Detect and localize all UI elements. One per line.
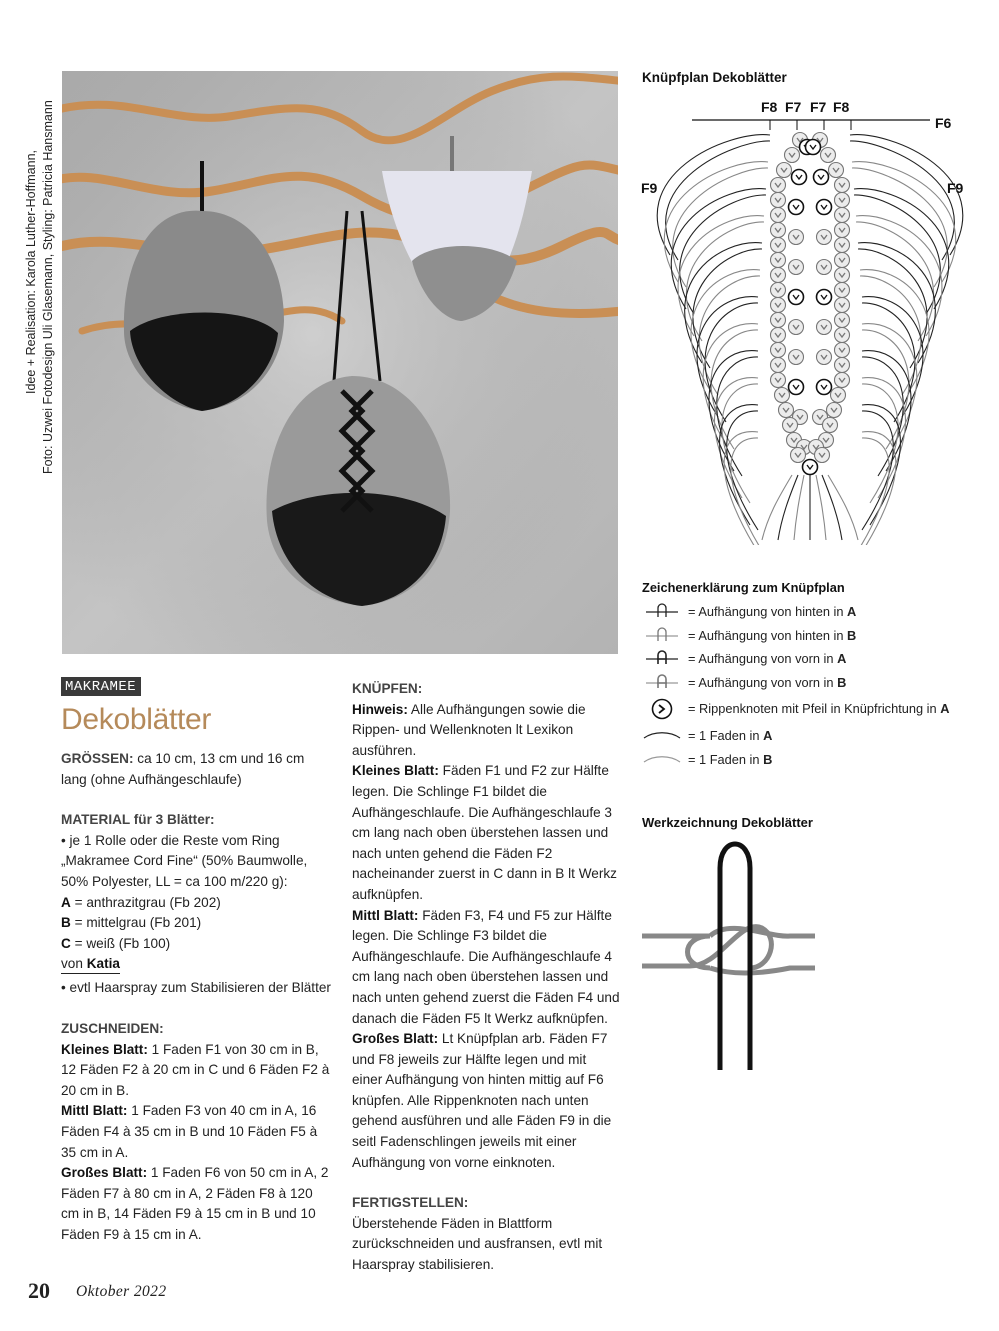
label-f9-right: F9 <box>947 180 964 196</box>
rib-knot <box>827 403 842 418</box>
legend-row-3: = Aufhängung von vorn in A <box>642 648 982 672</box>
color-c: C = weiß (Fb 100) <box>61 935 171 951</box>
rib-knot <box>831 388 846 403</box>
rib-knot <box>835 268 850 283</box>
label-f8-right: F8 <box>833 99 850 115</box>
label-f7-left: F7 <box>785 99 802 115</box>
rib-knot <box>777 163 792 178</box>
rib-knot <box>789 260 804 275</box>
legend-row-2: = Aufhängung von hinten in B <box>642 625 982 649</box>
rib-knot <box>835 373 850 388</box>
rib-knot <box>817 200 832 215</box>
rib-knot <box>775 388 790 403</box>
plan-thread <box>731 438 766 545</box>
rib-knot <box>771 223 786 238</box>
knuepfen-gross: Großes Blatt: Lt Knüpfplan arb. Fäden F7 und F8 jeweils zur Hälfte legen und mit einer Aufhängung von hinten mittig auf F6 knüpfen. Alle Rippenknoten nach unten gehend ausführen und alle Fäden F9 in die seitl Fadenschlingen jeweils mit einer Aufhängung von vorne einknoten. <box>352 1031 612 1170</box>
rib-knot <box>835 313 850 328</box>
label-f6: F6 <box>935 115 952 131</box>
rib-knot <box>835 358 850 373</box>
rib-knot <box>792 170 807 185</box>
fertig-text: Überstehende Fäden in Blattform zurückschneiden und ausfransen, evtl mit Haarspray stabilisieren. <box>352 1215 603 1273</box>
haarspray-line: • evtl Haarspray zum Stabilisieren der Blätter <box>61 980 331 996</box>
rib-knot <box>835 298 850 313</box>
rib-knot <box>817 290 832 305</box>
rib-knot <box>771 298 786 313</box>
page-number: 20 <box>28 1278 50 1303</box>
column-middle <box>352 679 620 1276</box>
material-line-2: „Makramee Cord Fine“ (50% Baumwolle, <box>61 853 308 869</box>
category-badge: MAKRAMEE <box>61 677 141 696</box>
plan-thread <box>862 378 905 498</box>
legend-row-5: = Rippenknoten mit Pfeil in Knüpfrichtung in A <box>642 695 982 725</box>
rib-knot <box>806 140 821 155</box>
rib-knot <box>814 170 829 185</box>
plan-thread <box>854 438 889 545</box>
legend <box>642 601 982 772</box>
rib-knot <box>771 253 786 268</box>
rib-knot <box>771 343 786 358</box>
groessen-label: GRÖSSEN: <box>61 751 134 766</box>
groessen-text: ca 10 cm, 13 cm und 16 cm lang (ohne Aufhängeschlaufe) <box>61 751 305 787</box>
zu-klein: Kleines Blatt: 1 Faden F1 von 30 cm in B, 12 Fäden F2 à 20 cm in C und 6 Fäden F2 à 20 cm in B. <box>61 1041 330 1098</box>
rib-knot <box>771 328 786 343</box>
rib-knot <box>817 380 832 395</box>
rib-knot <box>789 350 804 365</box>
plan-thread <box>720 405 758 525</box>
thread-b-icon <box>642 749 682 771</box>
label-f8-left: F8 <box>761 99 778 115</box>
zuschneiden-label: ZUSCHNEIDEN: <box>61 1020 164 1036</box>
plan-thread <box>816 475 826 540</box>
legend-title: Zeichenerklärung zum Knüpfplan <box>642 580 845 595</box>
brand-line: von Katia <box>61 954 120 974</box>
hang-back-b-icon <box>642 625 682 647</box>
rib-knot <box>791 448 806 463</box>
product-photo <box>62 71 618 654</box>
issue-date: Oktober 2022 <box>76 1283 167 1300</box>
fertig-label: FERTIGSTELLEN: <box>352 1195 469 1211</box>
legend-row-7: = 1 Faden in B <box>642 749 982 773</box>
credit-line-2: Foto: Uzwei Fotodesign Uli Glasemann, Styling: Patricia Hansmann <box>41 100 55 474</box>
label-f7-right: F7 <box>810 99 827 115</box>
rib-knot <box>835 178 850 193</box>
rib-knot <box>817 350 832 365</box>
material-line-3: 50% Polyester, LL = ca 100 m/220 g): <box>61 873 288 889</box>
rib-knot <box>835 223 850 238</box>
hang-front-b-icon <box>642 672 682 694</box>
rib-knot <box>771 313 786 328</box>
work-drawing-svg <box>640 838 820 1078</box>
rib-knot <box>835 238 850 253</box>
rib-knot <box>835 328 850 343</box>
plan-thread <box>854 189 949 309</box>
photo-illustration <box>62 71 618 654</box>
hang-front-a-icon <box>642 648 682 670</box>
rib-knot-icon <box>642 695 682 723</box>
rib-knot <box>835 193 850 208</box>
rib-knot <box>829 163 844 178</box>
zu-mittl: Mittl Blatt: 1 Faden F3 von 40 cm in A, 16 Fäden F4 à 35 cm in B und 10 Fäden F5 à 35 cm in A. <box>61 1103 318 1160</box>
knuepfen-label: KNÜPFEN: <box>352 681 423 696</box>
rib-knot <box>789 320 804 335</box>
rib-knot <box>817 230 832 245</box>
knuepfen-mittl: Mittl Blatt: Fäden F3, F4 und F5 zur Hälfte legen. Die Schlinge F3 bildet die Aufhängeschlaufe. Die Aufhängeschlaufe 4 cm lang nach oben überstehen lassen und nach unten gehend zuerst die Fäden F4 und danach die Fäden F5 lt Werkz aufknüpfen. <box>352 907 620 1026</box>
knot-plan-diagram <box>640 95 980 545</box>
thread-a-icon <box>642 725 682 747</box>
column-left <box>61 749 331 1245</box>
legend-row-4: = Aufhängung von vorn in B <box>642 672 982 696</box>
rib-knot <box>771 373 786 388</box>
rib-knot <box>835 208 850 223</box>
plan-thread <box>862 405 900 525</box>
rib-knot <box>817 320 832 335</box>
brand-name: Katia <box>86 956 120 972</box>
zu-gross: Großes Blatt: 1 Faden F6 von 50 cm in A, 2 Fäden F7 à 80 cm in A, 2 Fäden F8 à 120 cm in B, 14 Fäden F9 à 15 cm in B und 10 Fäden F9 à 15 cm in A. <box>61 1165 329 1242</box>
rib-knot <box>789 380 804 395</box>
rib-knot <box>785 148 800 163</box>
rib-knot <box>817 260 832 275</box>
material-label: MATERIAL für 3 Blätter: <box>61 812 215 828</box>
photo-credit <box>22 72 62 472</box>
rib-knot <box>771 283 786 298</box>
label-f9-left: F9 <box>641 180 658 196</box>
rib-knot <box>789 230 804 245</box>
hinweis: Hinweis: Alle Aufhängungen sowie die Rippen- und Wellenknoten lt Lexikon ausführen. <box>352 701 586 758</box>
rib-knot <box>823 418 838 433</box>
legend-row-1: = Aufhängung von hinten in A <box>642 601 982 625</box>
material-line-1: • je 1 Rolle oder die Reste vom Ring <box>61 832 280 848</box>
knuepfen-klein: Kleines Blatt: Fäden F1 und F2 zur Hälfte legen. Die Schlinge F1 bildet die Aufhängeschlaufe. Die Aufhängeschlaufe 3 cm lang nach oben überstehen lassen und nach unten gehend die Fäden F2 nacheinander zuerst in C dann in B lt Werkz aufknüpfen. <box>352 763 617 902</box>
rib-knot <box>835 253 850 268</box>
rib-knot <box>771 358 786 373</box>
color-b: B = mittelgrau (Fb 201) <box>61 915 202 931</box>
rib-knot <box>789 200 804 215</box>
plan-thread <box>671 189 766 309</box>
werk-title: Werkzeichnung Dekoblätter <box>642 815 813 830</box>
legend-row-6: = 1 Faden in A <box>642 725 982 749</box>
plan-title: Knüpfplan Dekoblätter <box>642 70 787 85</box>
rib-knot <box>771 178 786 193</box>
rib-knot <box>783 418 798 433</box>
knot-plan-svg <box>640 95 980 545</box>
plan-thread <box>762 475 792 540</box>
rib-knot <box>815 448 830 463</box>
rib-knot <box>771 193 786 208</box>
work-drawing <box>640 838 820 1078</box>
rib-knot <box>771 238 786 253</box>
rib-knot <box>771 268 786 283</box>
plan-thread <box>715 378 758 498</box>
rib-knot <box>789 290 804 305</box>
rib-knot <box>771 208 786 223</box>
rib-knot <box>803 460 818 475</box>
rib-knot <box>779 403 794 418</box>
hang-back-a-icon <box>642 601 682 623</box>
plan-thread <box>828 475 858 540</box>
rib-knot <box>821 148 836 163</box>
rib-knot <box>835 283 850 298</box>
color-a: A = anthrazitgrau (Fb 202) <box>61 894 221 910</box>
credit-line-1: Idee + Realisation: Karola Luther-Hoffmann, <box>24 149 38 394</box>
page-title: Dekoblätter <box>61 703 212 736</box>
plan-thread <box>794 475 804 540</box>
rib-knot <box>835 343 850 358</box>
